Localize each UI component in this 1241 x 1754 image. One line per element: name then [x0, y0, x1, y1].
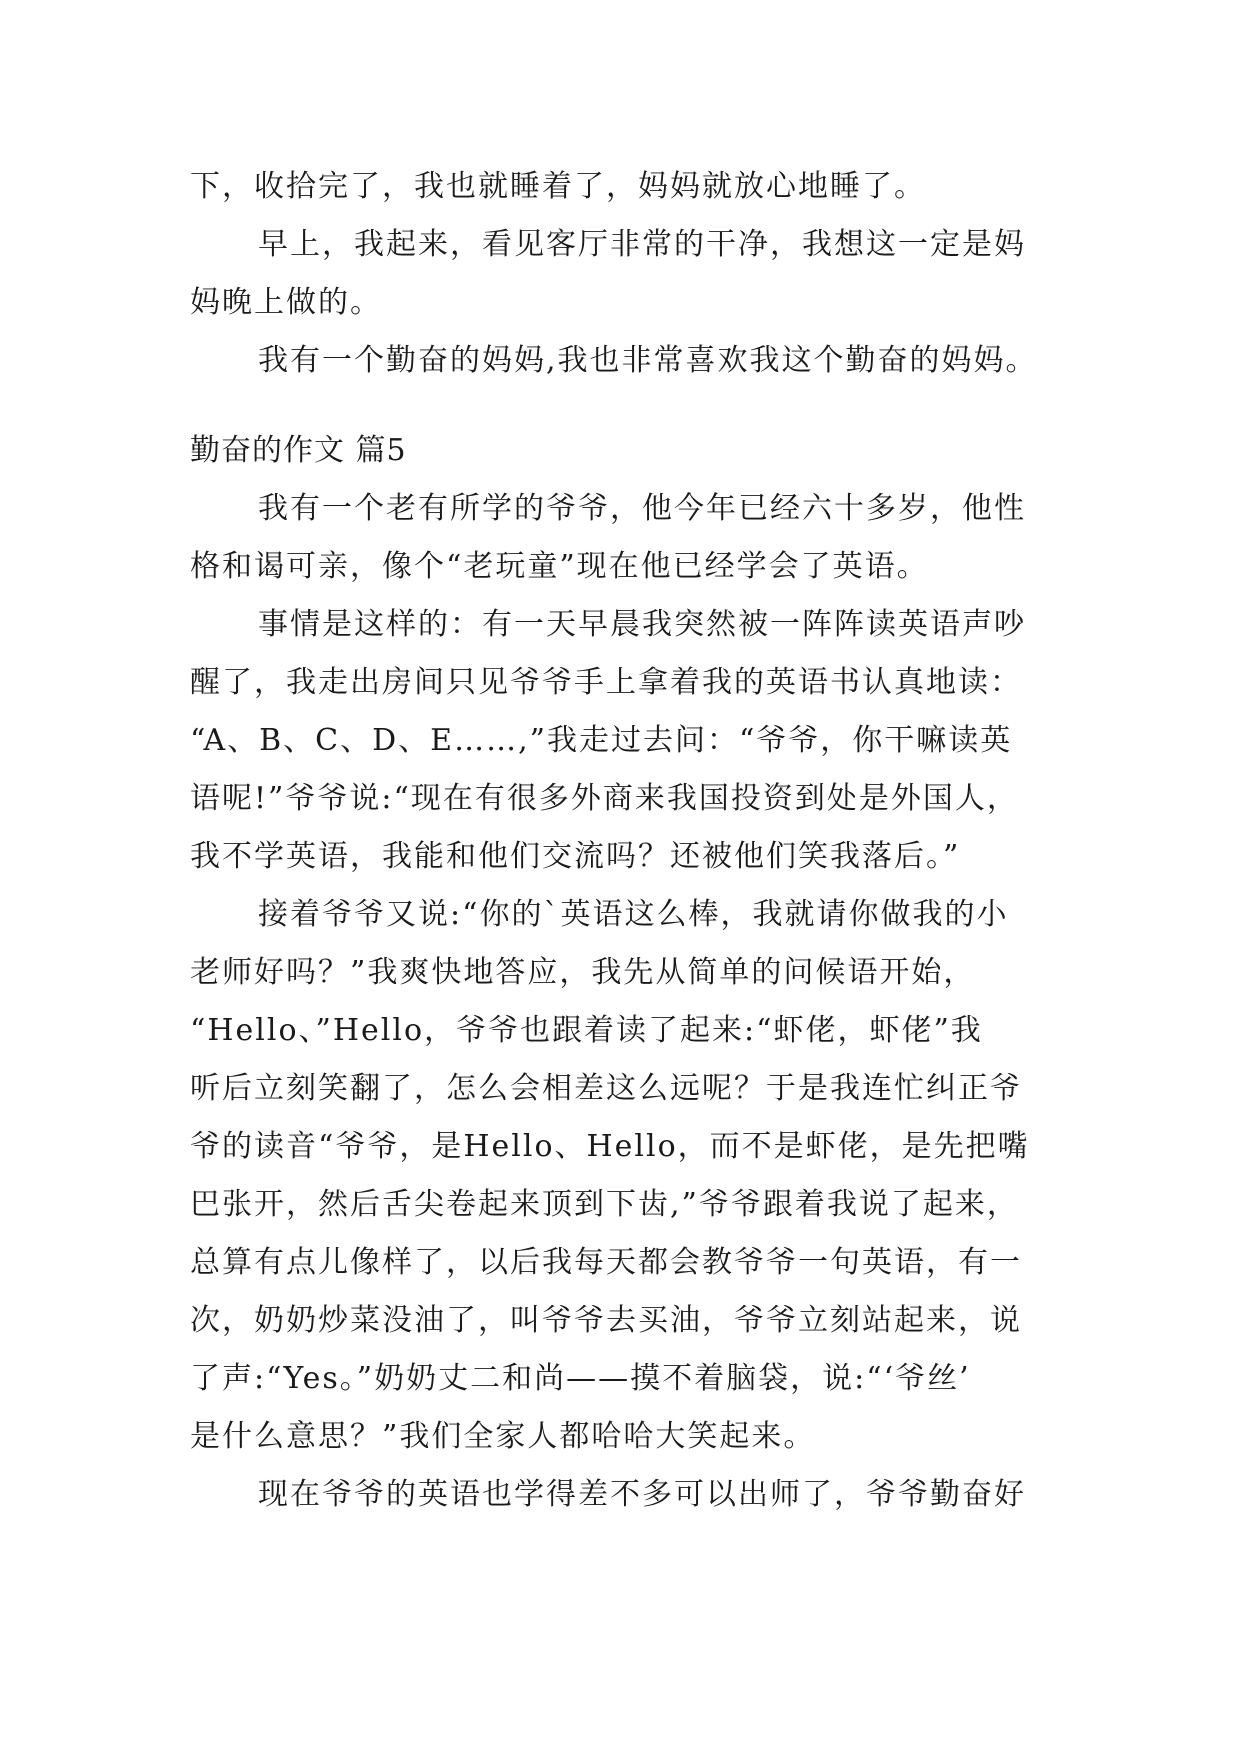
text-line: 接着爷爷又说:“你的`英语这么棒，我就请你做我的小 [258, 897, 1009, 932]
paragraphs-after [190, 480, 1050, 1524]
text-line: 妈晚上做的。 [190, 285, 382, 320]
text-line: 醒了，我走出房间只见爷爷手上拿着我的英语书认真地读： [190, 665, 1022, 700]
text-line: 了声:“Yes。”奶奶丈二和尚——摸不着脑袋，说:“‘爷丝’ [190, 1361, 971, 1396]
text-line: 格和谒可亲，像个“老玩童”现在他已经学会了英语。 [190, 549, 929, 584]
paragraph [190, 596, 1050, 886]
text-line: 我有一个勤奋的妈妈,我也非常喜欢我这个勤奋的妈妈。 [258, 343, 1038, 378]
text-line: 次，奶奶炒菜没油了，叫爷爷去买油，爷爷立刻站起来，说 [190, 1303, 1022, 1338]
paragraph [190, 480, 1050, 596]
text-line: 下，收拾完了，我也就睡着了，妈妈就放心地睡了。 [190, 169, 926, 204]
paragraph [190, 158, 1050, 216]
text-line: 事情是这样的：有一天早晨我突然被一阵阵读英语声吵 [258, 607, 1026, 642]
paragraphs-before [190, 158, 1050, 390]
text-line: 巴张开，然后舌尖卷起来顶到下齿,”爷爷跟着我说了起来， [190, 1187, 1019, 1222]
text-line: 我不学英语，我能和他们交流吗？还被他们笑我落后。” [190, 839, 961, 874]
paragraph [190, 332, 1050, 390]
text-line: 早上，我起来，看见客厅非常的干净，我想这一定是妈 [258, 227, 1026, 262]
text-line: 总算有点儿像样了，以后我每天都会教爷爷一句英语，有一 [190, 1245, 1022, 1280]
text-line: “A、B、C、D、E……,”我走过去问：“爷爷，你干嘛读英 [190, 723, 1013, 758]
paragraph [190, 1466, 1050, 1524]
text-line: 我有一个老有所学的爷爷，他今年已经六十多岁，他性 [258, 491, 1026, 526]
text-line: “Hello、”Hello，爷爷也跟着读了起来:“虾佬，虾佬”我 [190, 1013, 983, 1048]
paragraph [190, 886, 1050, 1466]
text-line: 语呢!”爷爷说:“现在有很多外商来我国投资到处是外国人， [190, 781, 1019, 816]
text-line: 现在爷爷的英语也学得差不多可以出师了，爷爷勤奋好 [258, 1477, 1026, 1512]
text-line: 爷的读音“爷爷，是Hello、Hello，而不是虾佬，是先把嘴 [190, 1129, 1030, 1164]
essay-text [190, 158, 1050, 1524]
text-line: 听后立刻笑翻了，怎么会相差这么远呢？于是我连忙纠正爷 [190, 1071, 1022, 1106]
paragraph [190, 216, 1050, 332]
text-line: 老师好吗？”我爽快地答应，我先从简单的问候语开始， [190, 955, 976, 990]
section-title: 勤奋的作文 篇5 [190, 433, 407, 468]
text-line: 是什么意思？”我们全家人都哈哈大笑起来。 [190, 1419, 816, 1454]
